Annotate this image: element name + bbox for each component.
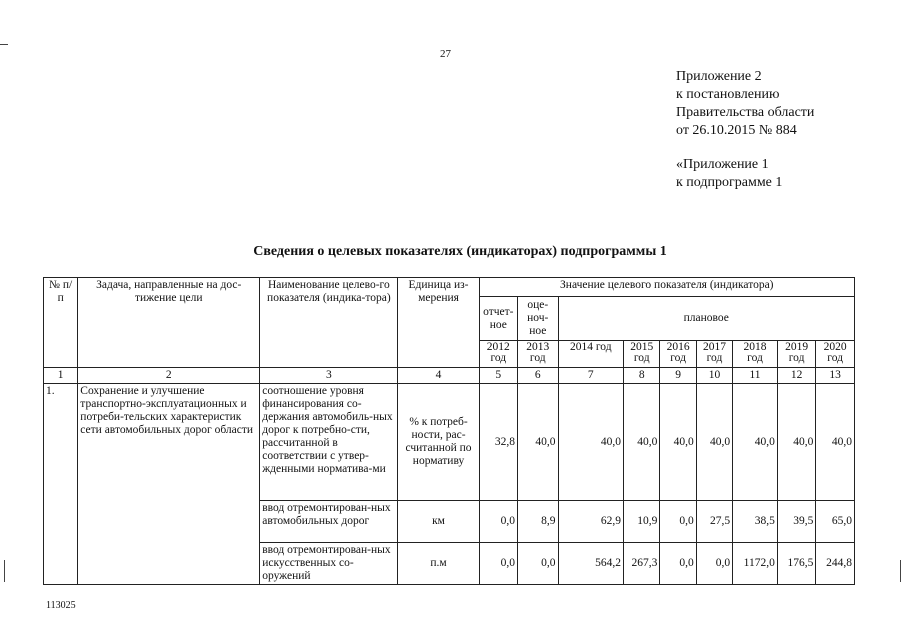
header-value: Значение целевого показателя (индикатора)	[479, 278, 854, 297]
row-value: 27,5	[696, 501, 732, 543]
header-year: 2020 год	[816, 341, 855, 368]
indicators-table	[43, 277, 855, 585]
column-number: 1	[44, 368, 78, 384]
row-unit: % к потреб-ности, рас-считанной по нормативу	[398, 384, 479, 501]
header-year: 2019 год	[777, 341, 815, 368]
header-reported: отчет-ное	[479, 297, 517, 341]
page-number: 27	[440, 48, 451, 60]
header-year: 2013 год	[518, 341, 559, 368]
footer-code: 113025	[46, 600, 76, 611]
appendix-block	[676, 68, 814, 192]
column-number: 11	[733, 368, 778, 384]
column-number: 9	[660, 368, 696, 384]
row-value: 65,0	[816, 501, 855, 543]
scan-edge-mark	[4, 560, 5, 582]
table-row	[44, 384, 855, 501]
row-value: 40,0	[733, 384, 778, 501]
column-number: 10	[696, 368, 732, 384]
column-number: 8	[624, 368, 660, 384]
row-value: 244,8	[816, 543, 855, 585]
row-value: 40,0	[558, 384, 623, 501]
appendix-line: к подпрограмме 1	[676, 175, 783, 190]
column-number: 13	[816, 368, 855, 384]
appendix-line: «Приложение 1	[676, 157, 769, 172]
document-title: Сведения о целевых показателях (индикаторах) подпрограммы 1	[253, 244, 667, 259]
row-value: 0,0	[479, 501, 517, 543]
row-unit: км	[398, 501, 479, 543]
row-task: Сохранение и улучшение транспортно-эксплуатационных и потреби-тельских характеристик сети автомобильных дорог области	[78, 384, 260, 585]
row-value: 40,0	[624, 384, 660, 501]
appendix-line: от 26.10.2015 № 884	[676, 123, 797, 138]
row-value: 564,2	[558, 543, 623, 585]
appendix-line: к постановлению	[676, 87, 780, 102]
row-value: 32,8	[479, 384, 517, 501]
column-number: 4	[398, 368, 479, 384]
row-value: 62,9	[558, 501, 623, 543]
row-value: 0,0	[479, 543, 517, 585]
row-value: 0,0	[518, 543, 559, 585]
row-value: 39,5	[777, 501, 815, 543]
row-indicator: соотношение уровня финансирования со-держания автомобиль-ных дорог к потребно-сти, рассчитанной в соответствии с утвер-жденными норматива-ми	[260, 384, 398, 501]
row-value: 40,0	[696, 384, 732, 501]
column-number: 3	[260, 368, 398, 384]
row-value: 267,3	[624, 543, 660, 585]
row-indicator: ввод отремонтирован-ных искусственных со-оружений	[260, 543, 398, 585]
column-number: 6	[518, 368, 559, 384]
column-number: 2	[78, 368, 260, 384]
appendix-line: Приложение 2	[676, 69, 762, 84]
scan-edge-mark	[0, 44, 8, 45]
scan-edge-mark	[900, 560, 901, 582]
row-value: 40,0	[777, 384, 815, 501]
row-value: 176,5	[777, 543, 815, 585]
row-indicator: ввод отремонтирован-ных автомобильных дорог	[260, 501, 398, 543]
header-num: № п/п	[44, 278, 78, 368]
header-unit: Единица из-мерения	[398, 278, 479, 368]
row-value: 40,0	[660, 384, 696, 501]
row-value: 0,0	[660, 501, 696, 543]
row-value: 0,0	[660, 543, 696, 585]
row-value: 1172,0	[733, 543, 778, 585]
header-year: 2012 год	[479, 341, 517, 368]
row-value: 40,0	[816, 384, 855, 501]
column-number: 5	[479, 368, 517, 384]
header-year: 2015 год	[624, 341, 660, 368]
appendix-line: Правительства области	[676, 105, 815, 120]
header-year: 2014 год	[558, 341, 623, 368]
header-task: Задача, направленные на дос-тижение цели	[78, 278, 260, 368]
header-estimated: оце-ноч-ное	[518, 297, 559, 341]
header-year: 2016 год	[660, 341, 696, 368]
header-year: 2018 год	[733, 341, 778, 368]
column-number: 7	[558, 368, 623, 384]
row-value: 10,9	[624, 501, 660, 543]
header-year: 2017 год	[696, 341, 732, 368]
row-value: 0,0	[696, 543, 732, 585]
column-number: 12	[777, 368, 815, 384]
row-num: 1.	[44, 384, 78, 585]
row-value: 38,5	[733, 501, 778, 543]
row-value: 8,9	[518, 501, 559, 543]
row-unit: п.м	[398, 543, 479, 585]
header-planned: плановое	[558, 297, 854, 341]
header-indicator: Наименование целево-го показателя (индика-тора)	[260, 278, 398, 368]
row-value: 40,0	[518, 384, 559, 501]
